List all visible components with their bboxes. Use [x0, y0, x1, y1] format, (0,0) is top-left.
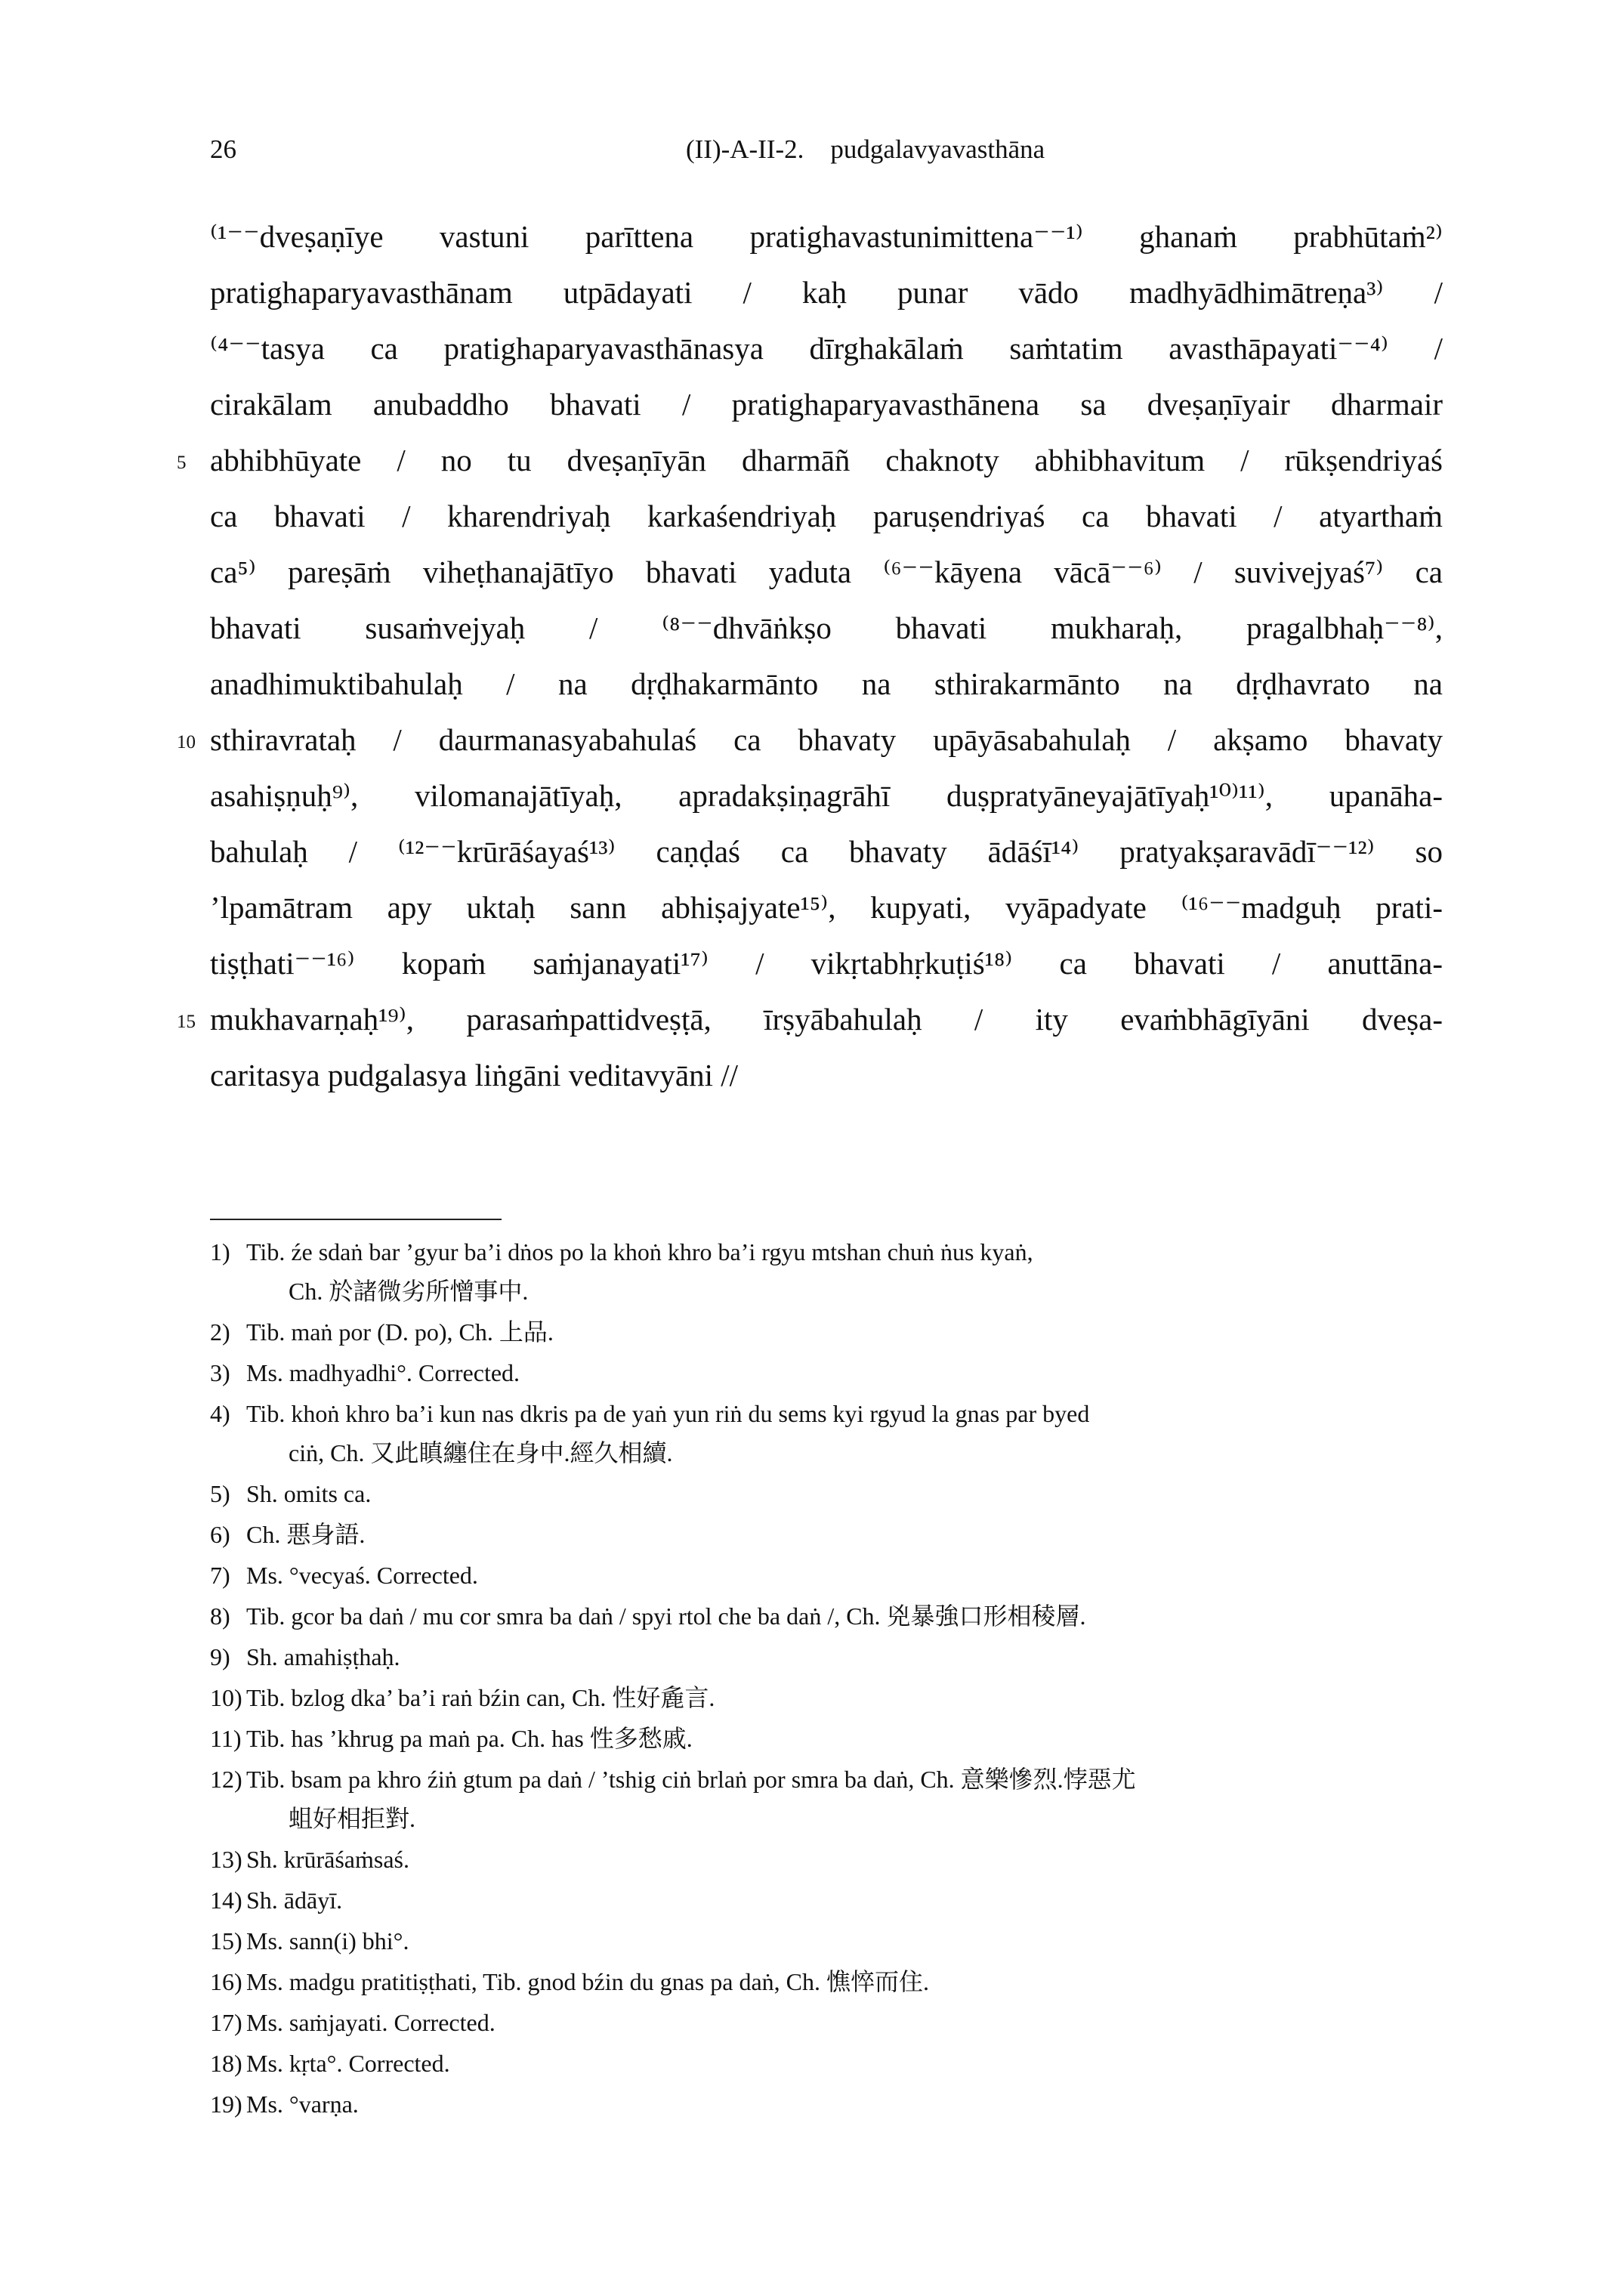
- footnote-number: 4): [210, 1400, 230, 1427]
- footnote-number: 19): [210, 2091, 242, 2118]
- footnote: [210, 1961, 1443, 2002]
- line-text: ’lpamātram apy uktaḥ sann abhiṣajyate¹⁵⁾, kupyati, vyāpadyate ⁽¹⁶⁻⁻madguḥ prati-: [210, 890, 1443, 925]
- footnote: [210, 1839, 1443, 1880]
- footnote: [210, 1759, 1443, 1839]
- line-text: mukhavarṇaḥ¹⁹⁾, parasaṁpattidveṣṭā, īrṣyābahulaḥ / ity evaṁbhāgīyāni dveṣa-: [210, 1002, 1443, 1037]
- text-line: [210, 488, 1443, 544]
- line-text: bhavati susaṁvejyaḥ / ⁽⁸⁻⁻dhvāṅkṣo bhavati mukharaḥ, pragalbhaḥ⁻⁻⁸⁾,: [210, 610, 1443, 645]
- line-text: ca bhavati / kharendriyaḥ karkaśendriyaḥ paruṣendriyaś ca bhavati / atyarthaṁ: [210, 499, 1443, 533]
- text-line: [210, 656, 1443, 712]
- footnote-number: 3): [210, 1359, 230, 1386]
- line-text: asahiṣṇuḥ⁹⁾, vilomanajātīyaḥ, apradakṣiṇagrāhī duṣpratyāneyajātīyaḥ¹⁰⁾¹¹⁾, upanāha-: [210, 778, 1443, 813]
- footnote-number: 13): [210, 1846, 242, 1873]
- footnote-number: 5): [210, 1480, 230, 1507]
- text-line: [210, 544, 1443, 600]
- footnote: [210, 1921, 1443, 1961]
- footnote-text: Tib. bsam pa khro źiṅ gtum pa daṅ / ’tshig ciṅ brlaṅ por smra ba daṅ, Ch. 意樂慘烈.悖惡尤: [246, 1766, 1136, 1793]
- footnote-text: Tib. bzlog dka’ ba’i raṅ bźin can, Ch. 性好麁言.: [246, 1684, 715, 1711]
- footnote: [210, 1880, 1443, 1921]
- line-text: anadhimuktibahulaḥ / na dṛḍhakarmānto na sthirakarmānto na dṛḍhavrato na: [210, 666, 1443, 701]
- text-line: [210, 935, 1443, 991]
- footnote-number: 14): [210, 1887, 242, 1914]
- footnote-text: Sh. ādāyī.: [246, 1887, 343, 1914]
- footnote-text: Ms. sann(i) bhi°.: [246, 1927, 409, 1955]
- text-line: [210, 320, 1443, 376]
- footnote-text: Ch. 悪身語.: [246, 1521, 366, 1548]
- footnote-text: Tib. khoṅ khro ba’i kun nas dkris pa de yaṅ yun riṅ du sems kyi rgyud la gnas par byed: [246, 1400, 1090, 1427]
- footnote-text: Sh. omits ca.: [246, 1480, 372, 1507]
- footnote-text: Tib. has ’khrug pa maṅ pa. Ch. has 性多愁戚.: [246, 1725, 693, 1752]
- text-line: [210, 376, 1443, 432]
- footnote-text: Ms. madgu pratitiṣṭhati, Tib. gnod bźin du gnas pa daṅ, Ch. 憔悴而住.: [246, 1968, 929, 1995]
- page-header: [0, 134, 1624, 180]
- footnote-number: 11): [210, 1725, 242, 1752]
- page-number: 26: [210, 134, 236, 164]
- line-text: sthiravrataḥ / daurmanasyabahulaś ca bhavaty upāyāsabahulaḥ / akṣamo bhavaty: [210, 722, 1443, 757]
- footnote-text: Ms. saṁjayati. Corrected.: [246, 2009, 496, 2036]
- text-line: [210, 209, 1443, 264]
- footnote-text-continued: ciṅ, Ch. 又此瞋纏住在身中.經久相續.: [289, 1439, 673, 1466]
- footnote-number: 7): [210, 1562, 230, 1589]
- line-text: ⁽⁴⁻⁻tasya ca pratighaparyavasthānasya dīrghakālaṁ saṁtatim avasthāpayati⁻⁻⁴⁾ /: [210, 331, 1443, 366]
- footnote-number: 18): [210, 2050, 242, 2077]
- footnote-number: 12): [210, 1766, 242, 1793]
- line-text: abhibhūyate / no tu dveṣaṇīyān dharmāñ chaknoty abhibhavitum / rūkṣendriyaś: [210, 443, 1443, 477]
- footnote-number: 9): [210, 1643, 230, 1670]
- footnote: [210, 2043, 1443, 2084]
- footnote: [210, 1514, 1443, 1555]
- footnote-text: Ms. kṛta°. Corrected.: [246, 2050, 450, 2077]
- line-text: pratighaparyavasthānam utpādayati / kaḥ punar vādo madhyādhimātreṇa³⁾ /: [210, 275, 1443, 310]
- footnote-text: Ms. °vecyaś. Corrected.: [246, 1562, 478, 1589]
- line-number: 15: [177, 1012, 196, 1032]
- line-text: caritasya pudgalasya liṅgāni veditavyāni //: [210, 1058, 739, 1092]
- footnote-number: 16): [210, 1968, 242, 1995]
- line-text: tiṣṭhati⁻⁻¹⁶⁾ kopaṁ saṁjanayati¹⁷⁾ / vikṛtabhṛkuṭiś¹⁸⁾ ca bhavati / anuttāna-: [210, 946, 1443, 981]
- text-line: [177, 991, 1443, 1047]
- footnote: [210, 1555, 1443, 1596]
- footnote-number: 2): [210, 1318, 230, 1346]
- text-line: [210, 600, 1443, 656]
- line-text: ca⁵⁾ pareṣāṁ viheṭhanajātīyo bhavati yaduta ⁽⁶⁻⁻kāyena vācā⁻⁻⁶⁾ / suvivejyaś⁷⁾ ca: [210, 555, 1443, 589]
- footnotes: [210, 1231, 1443, 2124]
- footnote: [210, 1596, 1443, 1636]
- footnote-text: Tib. źe sdaṅ bar ’gyur ba’i dṅos po la khoṅ khro ba’i rgyu mtshan chuṅ ṅus kyaṅ,: [246, 1238, 1033, 1265]
- running-title: (II)-A-II-2. pudgalavyavasthāna: [686, 134, 1045, 164]
- text-line: [210, 768, 1443, 824]
- footnote: [210, 2084, 1443, 2124]
- main-text: [177, 209, 1443, 1103]
- footnote-number: 17): [210, 2009, 242, 2036]
- footnote: [210, 1636, 1443, 1677]
- footnote-text: Tib. maṅ por (D. po), Ch. 上品.: [246, 1318, 554, 1346]
- footnote: [210, 1393, 1443, 1473]
- footnote-text-continued: Ch. 於諸微劣所憎事中.: [289, 1278, 529, 1305]
- text-line: [177, 432, 1443, 488]
- footnote-text: Ms. °varṇa.: [246, 2091, 359, 2118]
- footnote-number: 8): [210, 1602, 230, 1630]
- footnote: [210, 1473, 1443, 1514]
- footnote-number: 10): [210, 1684, 242, 1711]
- line-number: 5: [177, 453, 187, 473]
- footnote: [210, 1718, 1443, 1759]
- footnote-number: 15): [210, 1927, 242, 1955]
- line-text: cirakālam anubaddho bhavati / pratighaparyavasthānena sa dveṣaṇīyair dharmair: [210, 387, 1443, 422]
- footnote-number: 1): [210, 1238, 230, 1265]
- footnote-text-continued: 蛆好相拒對.: [289, 1805, 416, 1832]
- footnote: [210, 1312, 1443, 1352]
- footnote-text: Ms. madhyadhi°. Corrected.: [246, 1359, 520, 1386]
- footnote-text: Tib. gcor ba daṅ / mu cor smra ba daṅ / spyi rtol che ba daṅ /, Ch. 兇暴強口形相稜層.: [246, 1602, 1086, 1630]
- footnote: [210, 1677, 1443, 1718]
- footnote: [210, 1231, 1443, 1312]
- footnote-text: Sh. krūrāśaṁsaś.: [246, 1846, 409, 1873]
- footnote-number: 6): [210, 1521, 230, 1548]
- line-number: 10: [177, 732, 196, 752]
- footnote: [210, 1352, 1443, 1393]
- text-line: [210, 879, 1443, 935]
- footnote: [210, 2002, 1443, 2043]
- line-text: bahulaḥ / ⁽¹²⁻⁻krūrāśayaś¹³⁾ caṇḍaś ca bhavaty ādāśī¹⁴⁾ pratyakṣaravādī⁻⁻¹²⁾ so: [210, 834, 1443, 869]
- footnote-rule: [210, 1219, 502, 1220]
- text-line: [177, 712, 1443, 768]
- text-line: [210, 824, 1443, 879]
- text-line: [210, 1047, 1443, 1103]
- text-line: [210, 264, 1443, 320]
- line-text: ⁽¹⁻⁻dveṣaṇīye vastuni parīttena pratighavastunimittena⁻⁻¹⁾ ghanaṁ prabhūtaṁ²⁾: [210, 219, 1443, 254]
- footnote-text: Sh. amahiṣṭhaḥ.: [246, 1643, 400, 1670]
